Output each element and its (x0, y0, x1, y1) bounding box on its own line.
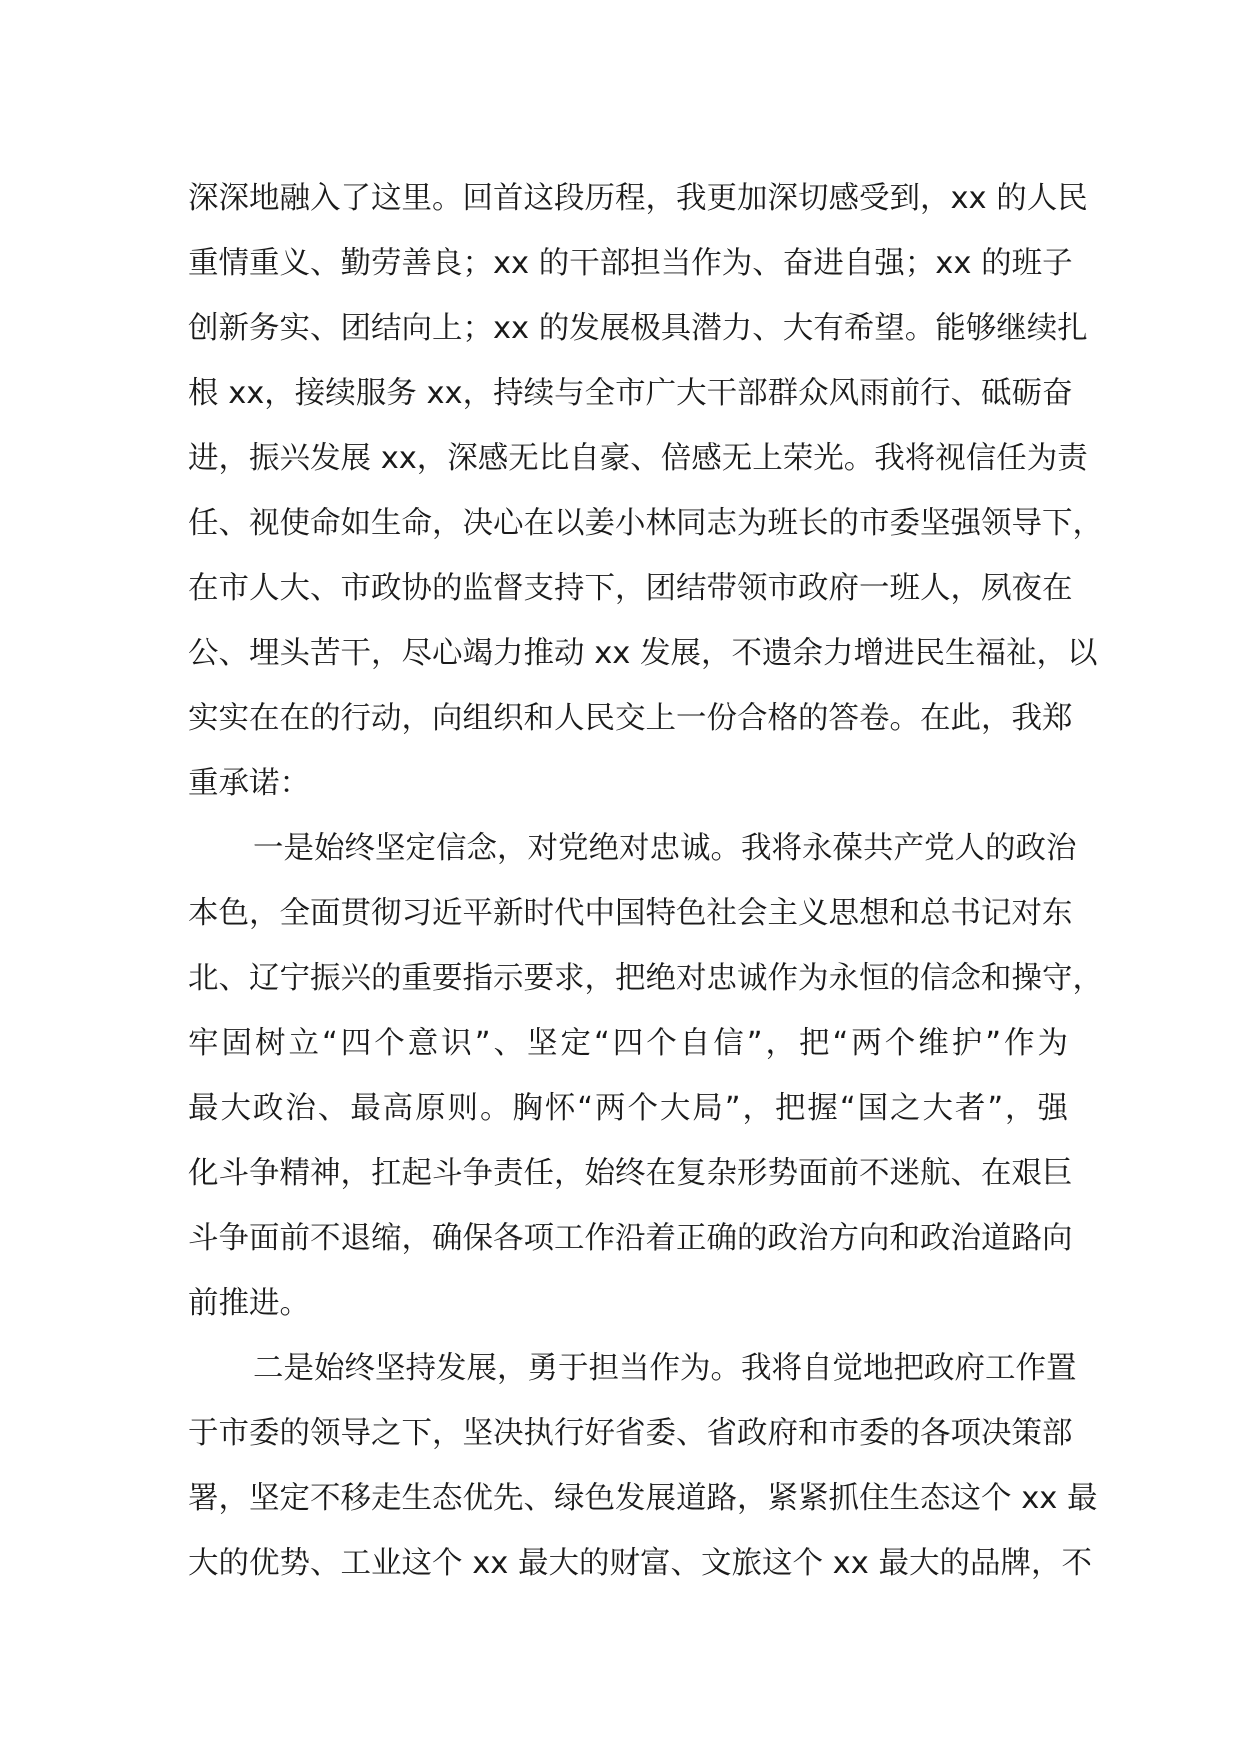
text-line: 大的优势、工业这个 xx 最大的财富、文旅这个 xx 最大的品牌，不 (188, 1546, 1092, 1581)
text-line: 化斗争精神，扛起斗争责任，始终在复杂形势面前不迷航、在艰巨 (188, 1156, 1073, 1191)
text-line: 最大政治、最高原则。胸怀“两个大局”，把握“国之大者”，强 (188, 1091, 1068, 1126)
text-line: 牢固树立“四个意识”、坚定“四个自信”，把“两个维护”作为 (188, 1026, 1068, 1061)
text-line: 进，振兴发展 xx，深感无比自豪、倍感无上荣光。我将视信任为责 (188, 441, 1088, 476)
text-line: 一是始终坚定信念，对党绝对忠诚。我将永葆共产党人的政治 (253, 831, 1077, 866)
text-line: 署，坚定不移走生态优先、绿色发展道路，紧紧抓住生态这个 xx 最 (188, 1481, 1098, 1516)
text-line: 任、视使命如生命，决心在以姜小林同志为班长的市委坚强领导下， (188, 506, 1103, 541)
text-line: 于市委的领导之下，坚决执行好省委、省政府和市委的各项决策部 (188, 1416, 1073, 1451)
text-line: 斗争面前不退缩，确保各项工作沿着正确的政治方向和政治道路向 (188, 1221, 1073, 1256)
text-line: 深深地融入了这里。回首这段历程，我更加深切感受到，xx 的人民 (188, 181, 1088, 216)
text-line: 实实在在的行动，向组织和人民交上一份合格的答卷。在此，我郑 (188, 701, 1073, 736)
text-line: 前推进。 (188, 1286, 310, 1321)
text-line: 本色，全面贯彻习近平新时代中国特色社会主义思想和总书记对东 (188, 896, 1073, 931)
text-line: 根 xx，接续服务 xx，持续与全市广大干部群众风雨前行、砥砺奋 (188, 376, 1073, 411)
paragraph (188, 816, 1103, 1336)
text-line: 北、辽宁振兴的重要指示要求，把绝对忠诚作为永恒的信念和操守， (188, 961, 1103, 996)
paragraph (188, 166, 1103, 816)
text-line: 重承诺： (188, 766, 310, 801)
document-body (188, 166, 1103, 1596)
text-line: 二是始终坚持发展，勇于担当作为。我将自觉地把政府工作置 (253, 1351, 1077, 1386)
text-line: 重情重义、勤劳善良；xx 的干部担当作为、奋进自强；xx 的班子 (188, 246, 1073, 281)
text-line: 创新务实、团结向上；xx 的发展极具潜力、大有希望。能够继续扎 (188, 311, 1088, 346)
paragraph (188, 1336, 1098, 1596)
text-line: 在市人大、市政协的监督支持下，团结带领市政府一班人，夙夜在 (188, 571, 1073, 606)
text-line: 公、埋头苦干，尽心竭力推动 xx 发展，不遗余力增进民生福祉，以 (188, 636, 1098, 671)
